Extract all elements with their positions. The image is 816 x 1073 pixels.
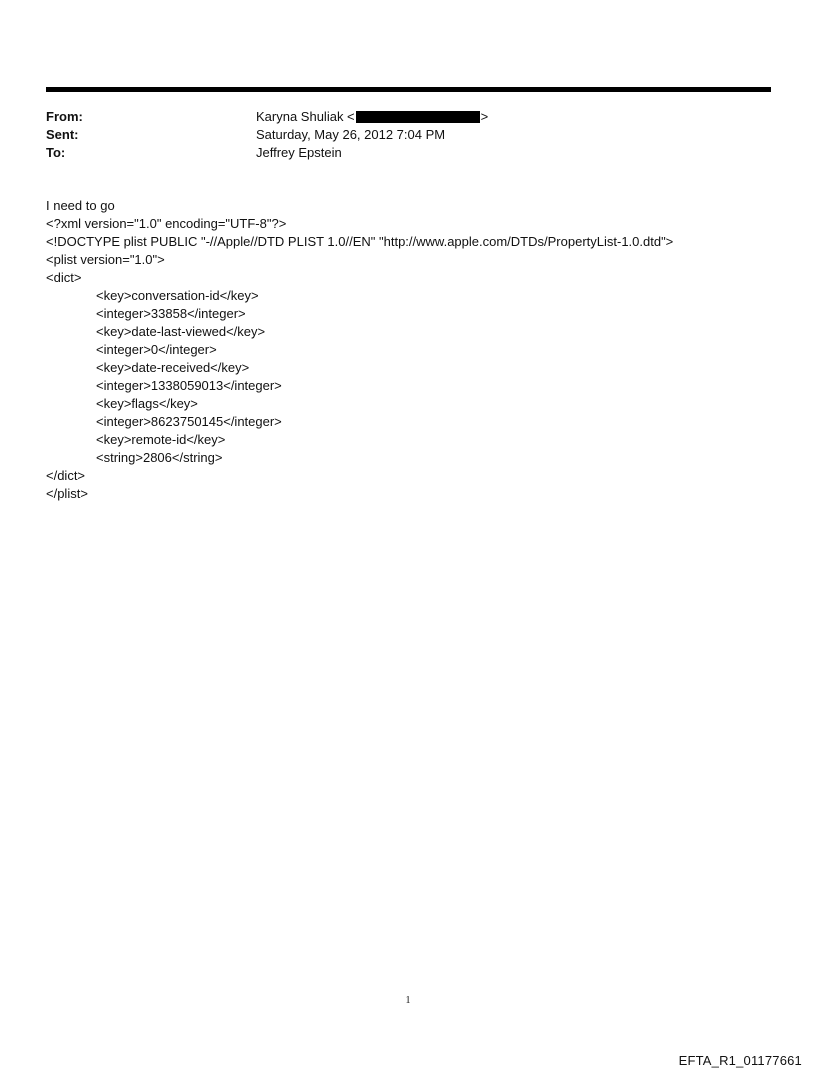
to-value: Jeffrey Epstein — [256, 145, 342, 160]
page-number: 1 — [405, 995, 411, 1006]
header-divider-rule — [46, 87, 771, 92]
from-close-bracket: > — [480, 109, 489, 124]
body-line: <integer>8623750145</integer> — [96, 414, 282, 429]
from-name: Karyna Shuliak < — [256, 109, 355, 124]
body-line: <key>date-received</key> — [96, 360, 250, 375]
body-line: <key>conversation-id</key> — [96, 288, 259, 303]
body-line: <integer>1338059013</integer> — [96, 378, 282, 393]
email-header — [46, 108, 771, 162]
sent-value: Saturday, May 26, 2012 7:04 PM — [256, 127, 446, 142]
redaction-box — [356, 111, 480, 123]
body-line: <?xml version="1.0" encoding="UTF-8"?> — [46, 216, 287, 231]
body-line: <integer>33858</integer> — [96, 306, 246, 321]
sent-row — [46, 126, 771, 144]
from-row — [46, 108, 771, 126]
body-line: </dict> — [46, 468, 86, 483]
to-label: To: — [46, 145, 66, 160]
body-line: <!DOCTYPE plist PUBLIC "-//Apple//DTD PLIST 1.0//EN" "http://www.apple.com/DTDs/PropertyList-1.0.dtd"> — [46, 234, 674, 249]
body-line: <plist version="1.0"> — [46, 252, 165, 267]
body-line: <key>flags</key> — [96, 396, 198, 411]
body-line: I need to go — [46, 198, 115, 213]
email-body — [46, 197, 771, 503]
to-row — [46, 144, 771, 162]
body-line: </plist> — [46, 486, 88, 501]
sent-label: Sent: — [46, 127, 79, 142]
from-value — [256, 108, 488, 126]
body-line: <dict> — [46, 270, 82, 285]
bates-number: EFTA_R1_01177661 — [678, 1053, 802, 1068]
body-line: <string>2806</string> — [96, 450, 223, 465]
from-label: From: — [46, 109, 83, 124]
body-line: <key>date-last-viewed</key> — [96, 324, 266, 339]
body-line: <key>remote-id</key> — [96, 432, 226, 447]
body-line: <integer>0</integer> — [96, 342, 217, 357]
